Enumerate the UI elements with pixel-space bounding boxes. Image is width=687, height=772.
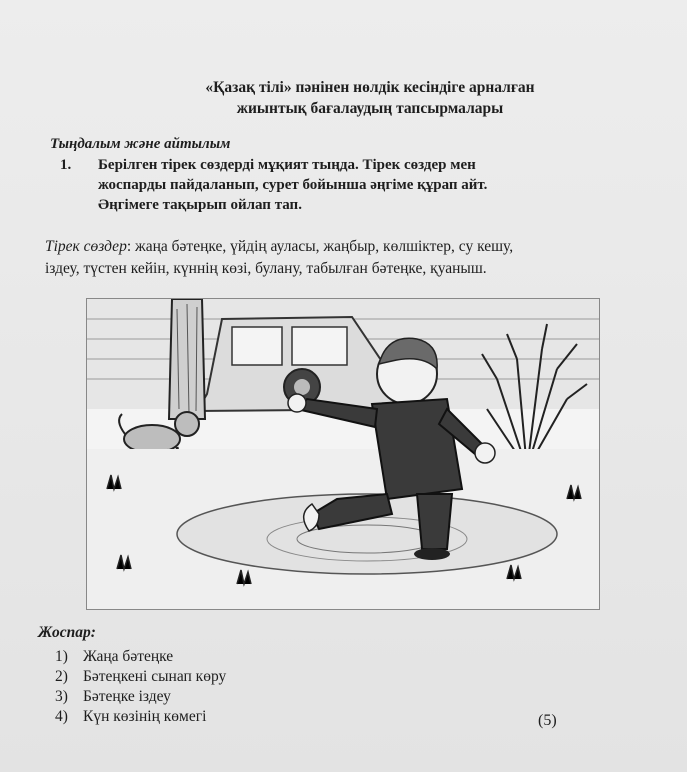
- task-line-3: Әңгімеге тақырып ойлап тап.: [98, 197, 302, 213]
- keywords-label: Тірек сөздер: [45, 238, 127, 255]
- illustration-drawing: [87, 299, 599, 609]
- plan-item-text: Бәтеңке іздеу: [83, 688, 171, 705]
- plan-title: Жоспар:: [38, 624, 96, 641]
- plan-item: [55, 647, 575, 667]
- plan-item-number: 4): [55, 708, 68, 725]
- plan-item: [55, 667, 575, 687]
- plan-item-number: 1): [55, 648, 68, 665]
- plan-item: [55, 707, 575, 727]
- header-line-1: «Қазақ тілі» пәнінен нөлдік кесіндіге арналған: [205, 79, 535, 96]
- task-line-1: Берілген тірек сөздерді мұқият тыңда. Тірек сөздер мен: [98, 157, 476, 173]
- story-illustration: [86, 298, 600, 610]
- plan-item-number: 2): [55, 668, 68, 685]
- plan-item-text: Жаңа бәтеңке: [83, 648, 174, 665]
- plan-item-number: 3): [55, 688, 68, 705]
- document-header: [150, 77, 590, 119]
- plan-item-text: Күн көзінің көмегі: [83, 708, 207, 725]
- section-title: Тыңдалым және айтылым: [50, 136, 231, 152]
- keywords-paragraph: [45, 236, 605, 280]
- plan-item-text: Бәтеңкені сынап көру: [83, 668, 227, 685]
- plan-item: [55, 687, 575, 707]
- keywords-line-2: іздеу, түстен кейін, күннің көзі, булану, табылған бәтеңке, қуаныш.: [45, 260, 487, 277]
- task-line-2: жоспарды пайдаланып, сурет бойынша әңгіме құрап айт.: [98, 177, 488, 193]
- plan-list: [55, 647, 575, 727]
- tree-trunk-drawing: [169, 299, 205, 419]
- score-points: (5): [538, 712, 557, 729]
- task-text: [98, 155, 578, 215]
- header-line-2: жиынтық бағалаудың тапсырмалары: [236, 100, 504, 117]
- keywords-line-1: : жаңа бәтеңке, үйдің ауласы, жаңбыр, көлшіктер, су кешу,: [126, 238, 514, 255]
- task-number: 1.: [60, 157, 72, 173]
